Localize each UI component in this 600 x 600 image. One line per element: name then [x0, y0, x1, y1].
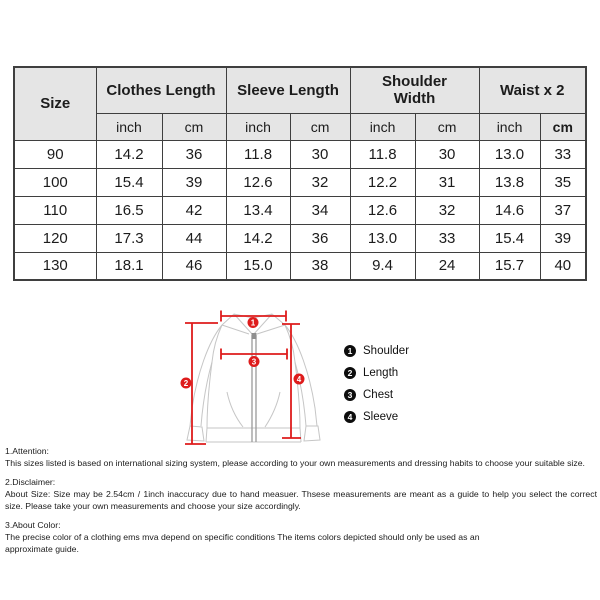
zipper [252, 335, 256, 442]
shoulder-width-label: Shoulder Width [382, 73, 448, 108]
marker-1-number: 1 [250, 318, 256, 328]
table-header-row [14, 67, 586, 113]
measure-lines [185, 311, 301, 445]
size-table [13, 66, 587, 281]
table-row [14, 140, 586, 168]
value-cell: 30 [415, 140, 479, 168]
value-cell: 36 [162, 140, 226, 168]
value-cell: 39 [540, 224, 586, 252]
circled-number-icon: 2 [344, 367, 356, 379]
waist-header [479, 67, 586, 113]
value-cell: 15.4 [479, 224, 540, 252]
unit-header: cm [415, 113, 479, 140]
table-unit-row [14, 113, 586, 140]
value-cell: 16.5 [96, 196, 162, 224]
value-cell: 37 [540, 196, 586, 224]
note-body: This sizes listed is based on international sizing system, please according to your own measurements and dressing habits to choose your suitable size. [5, 458, 585, 468]
value-cell: 12.6 [226, 168, 290, 196]
size-cell: 130 [14, 252, 96, 280]
size-column-header: Size [14, 67, 96, 140]
unit-header: inch [96, 113, 162, 140]
note-heading: 3.About Color: [5, 520, 61, 530]
size-cell: 120 [14, 224, 96, 252]
note-heading: 2.Disclaimer: [5, 477, 56, 487]
notes [5, 445, 597, 562]
unit-header: inch [226, 113, 290, 140]
sleeve-length-header [226, 67, 350, 113]
legend-item-shoulder [344, 345, 409, 357]
value-cell: 13.0 [479, 140, 540, 168]
value-cell: 17.3 [96, 224, 162, 252]
value-cell: 31 [415, 168, 479, 196]
value-cell: 30 [290, 140, 350, 168]
table-row [14, 252, 586, 280]
table-row [14, 224, 586, 252]
value-cell: 13.4 [226, 196, 290, 224]
waist-label: Waist x 2 [500, 81, 565, 99]
value-cell: 12.2 [350, 168, 415, 196]
shoulder-width-header [350, 67, 479, 113]
marker-4-number: 4 [296, 375, 302, 384]
value-cell: 40 [540, 252, 586, 280]
zipper-pull [252, 333, 257, 339]
legend-label: Shoulder [363, 345, 410, 357]
size-cell: 110 [14, 196, 96, 224]
value-cell: 13.0 [350, 224, 415, 252]
marker-3-number: 3 [251, 357, 257, 367]
value-cell: 34 [290, 196, 350, 224]
note-about-color [5, 519, 597, 555]
value-cell: 42 [162, 196, 226, 224]
note-attention [5, 445, 597, 469]
value-cell: 24 [415, 252, 479, 280]
value-cell: 36 [290, 224, 350, 252]
circled-number-icon: 3 [344, 389, 356, 401]
size-table-body [14, 140, 586, 280]
note-disclaimer [5, 476, 597, 512]
value-cell: 35 [540, 168, 586, 196]
value-cell: 14.6 [479, 196, 540, 224]
value-cell: 33 [415, 224, 479, 252]
value-cell: 11.8 [226, 140, 290, 168]
jacket-measurement-diagram [170, 300, 345, 455]
unit-header: cm [540, 113, 586, 140]
legend-label: Sleeve [363, 411, 399, 423]
legend-item-sleeve [344, 411, 409, 423]
circled-number-icon: 4 [344, 411, 356, 423]
legend-item-length [344, 367, 409, 379]
legend-label: Length [363, 367, 399, 379]
unit-header: cm [162, 113, 226, 140]
circled-number-icon: 1 [344, 345, 356, 357]
unit-header: inch [350, 113, 415, 140]
marker-2-number: 2 [183, 379, 189, 388]
value-cell: 32 [290, 168, 350, 196]
note-body: About Size: Size may be 2.54cm / 1inch inaccuracy due to hand measuer. Thsese measurements are meant as a guide to help you select the correct size. Please take your own measurements and choose your size accordingly. [5, 489, 597, 511]
clothes-length-label: Clothes Length [106, 81, 216, 99]
value-cell: 32 [415, 196, 479, 224]
value-cell: 46 [162, 252, 226, 280]
value-cell: 11.8 [350, 140, 415, 168]
value-cell: 44 [162, 224, 226, 252]
size-cell: 100 [14, 168, 96, 196]
value-cell: 33 [540, 140, 586, 168]
size-chart [13, 66, 587, 281]
clothes-length-header [96, 67, 226, 113]
value-cell: 18.1 [96, 252, 162, 280]
value-cell: 15.0 [226, 252, 290, 280]
value-cell: 13.8 [479, 168, 540, 196]
value-cell: 9.4 [350, 252, 415, 280]
legend-label: Chest [363, 389, 394, 401]
value-cell: 38 [290, 252, 350, 280]
value-cell: 39 [162, 168, 226, 196]
value-cell: 12.6 [350, 196, 415, 224]
value-cell: 15.4 [96, 168, 162, 196]
table-row [14, 196, 586, 224]
value-cell: 14.2 [226, 224, 290, 252]
value-cell: 14.2 [96, 140, 162, 168]
note-body: The precise color of a clothing ems mva depend on specific conditions The items colors depicted should only be used as an approximate guide. [5, 532, 480, 554]
legend-item-chest [344, 389, 409, 401]
sleeve-length-label: Sleeve Length [237, 81, 339, 99]
measurement-legend [344, 345, 409, 433]
table-row [14, 168, 586, 196]
unit-header: cm [290, 113, 350, 140]
note-heading: 1.Attention: [5, 446, 49, 456]
unit-header: inch [479, 113, 540, 140]
value-cell: 15.7 [479, 252, 540, 280]
size-cell: 90 [14, 140, 96, 168]
